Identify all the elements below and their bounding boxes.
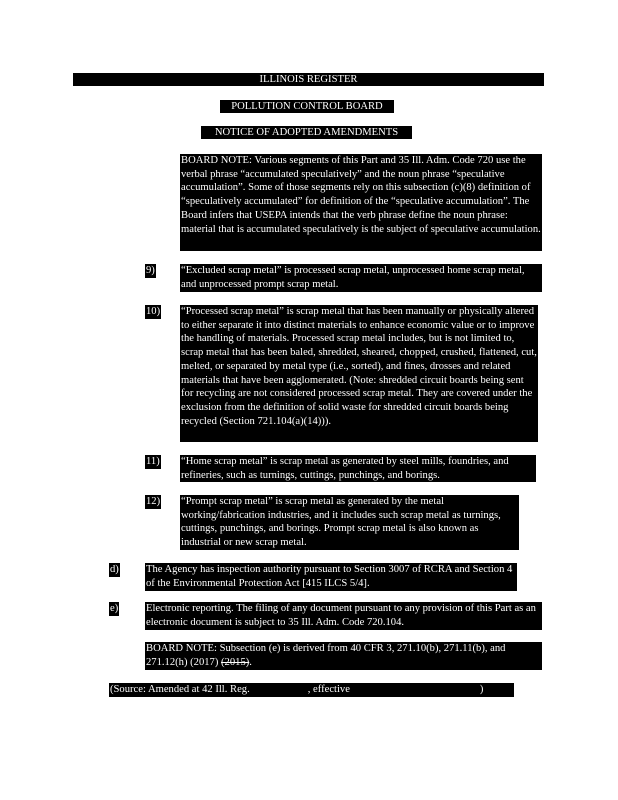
notice-title: NOTICE OF ADOPTED AMENDMENTS — [201, 126, 412, 139]
source-line — [109, 683, 514, 697]
item-11-text: “Home scrap metal” is scrap metal as generated by steel mills, foundries, and refineries, such as turnings, cuttings, punchings, and borings. — [180, 455, 536, 482]
section-e-label: e) — [110, 603, 119, 614]
board-note-speculative: BOARD NOTE: Various segments of this Part and 35 Ill. Adm. Code 720 use the verbal phrase “accumulated speculatively” and the noun phrase “speculative accumulation”. Some of those segments rely on this subsection (c)(8) definition of “speculatively accumulated” for definition of the “speculative accumulation”. The Board infers that USEPA intends that the verb phrase define the noun phrase: material that is accumulated speculatively is the subject of speculative accumulation. — [180, 154, 542, 251]
struck-year: (2015) — [221, 656, 250, 668]
item-10-text: “Processed scrap metal” is scrap metal that has been manually or physically altered to either separate it into distinct materials to enhance economic value or to improve the handling of materials. Processed scrap metal includes, but is not limited to, scrap metal that has been baled, shredded, sheared, chopped, crushed, flattened, cut, melted, or separated by metal type (i.e., sorted), and fines, drosses and related materials that have been agglomerated. (Note: shredded circuit boards being sent for recycling are not considered processed scrap metal. They are covered under the exclusion from the definition of solid waste for shredded circuit boards being recycled (Section 721.104(a)(14))). — [180, 305, 538, 442]
board-title: POLLUTION CONTROL BOARD — [220, 100, 394, 113]
source-effective: , effective — [307, 684, 350, 695]
section-e-text: Electronic reporting. The filing of any document pursuant to any provision of this Part as an electronic document is subject to 35 Ill. Adm. Code 720.104. — [145, 602, 542, 630]
register-title: ILLINOIS REGISTER — [259, 74, 358, 85]
register-header-bar — [73, 73, 544, 86]
board-note-electronic — [145, 642, 542, 670]
section-d-label: d) — [110, 564, 119, 575]
item-11-label: 11) — [146, 456, 160, 467]
source-amended: (Source: Amended at 42 Ill. Reg. — [110, 684, 250, 695]
item-12-label: 12) — [146, 496, 161, 507]
board-note-electronic-end: . — [249, 656, 252, 668]
item-9-text: “Excluded scrap metal” is processed scrap metal, unprocessed home scrap metal, and unprocessed prompt scrap metal. — [180, 264, 542, 292]
source-close: ) — [479, 684, 484, 695]
item-10-label: 10) — [146, 306, 161, 317]
section-d-text: The Agency has inspection authority pursuant to Section 3007 of RCRA and Section 4 of the Environmental Protection Act [415 ILCS 5/4]. — [145, 563, 517, 591]
item-9-label: 9) — [146, 265, 155, 276]
item-12-text: “Prompt scrap metal” is scrap metal as generated by the metal working/fabrication industries, and it includes such scrap metal as turnings, cuttings, punchings, and borings. Prompt scrap metal is also known as industrial or new scrap metal. — [180, 495, 519, 550]
board-note-electronic-text: BOARD NOTE: Subsection (e) is derived from 40 CFR 3, 271.10(b), 271.11(b), and 271.12(h) (2017) — [146, 643, 506, 668]
